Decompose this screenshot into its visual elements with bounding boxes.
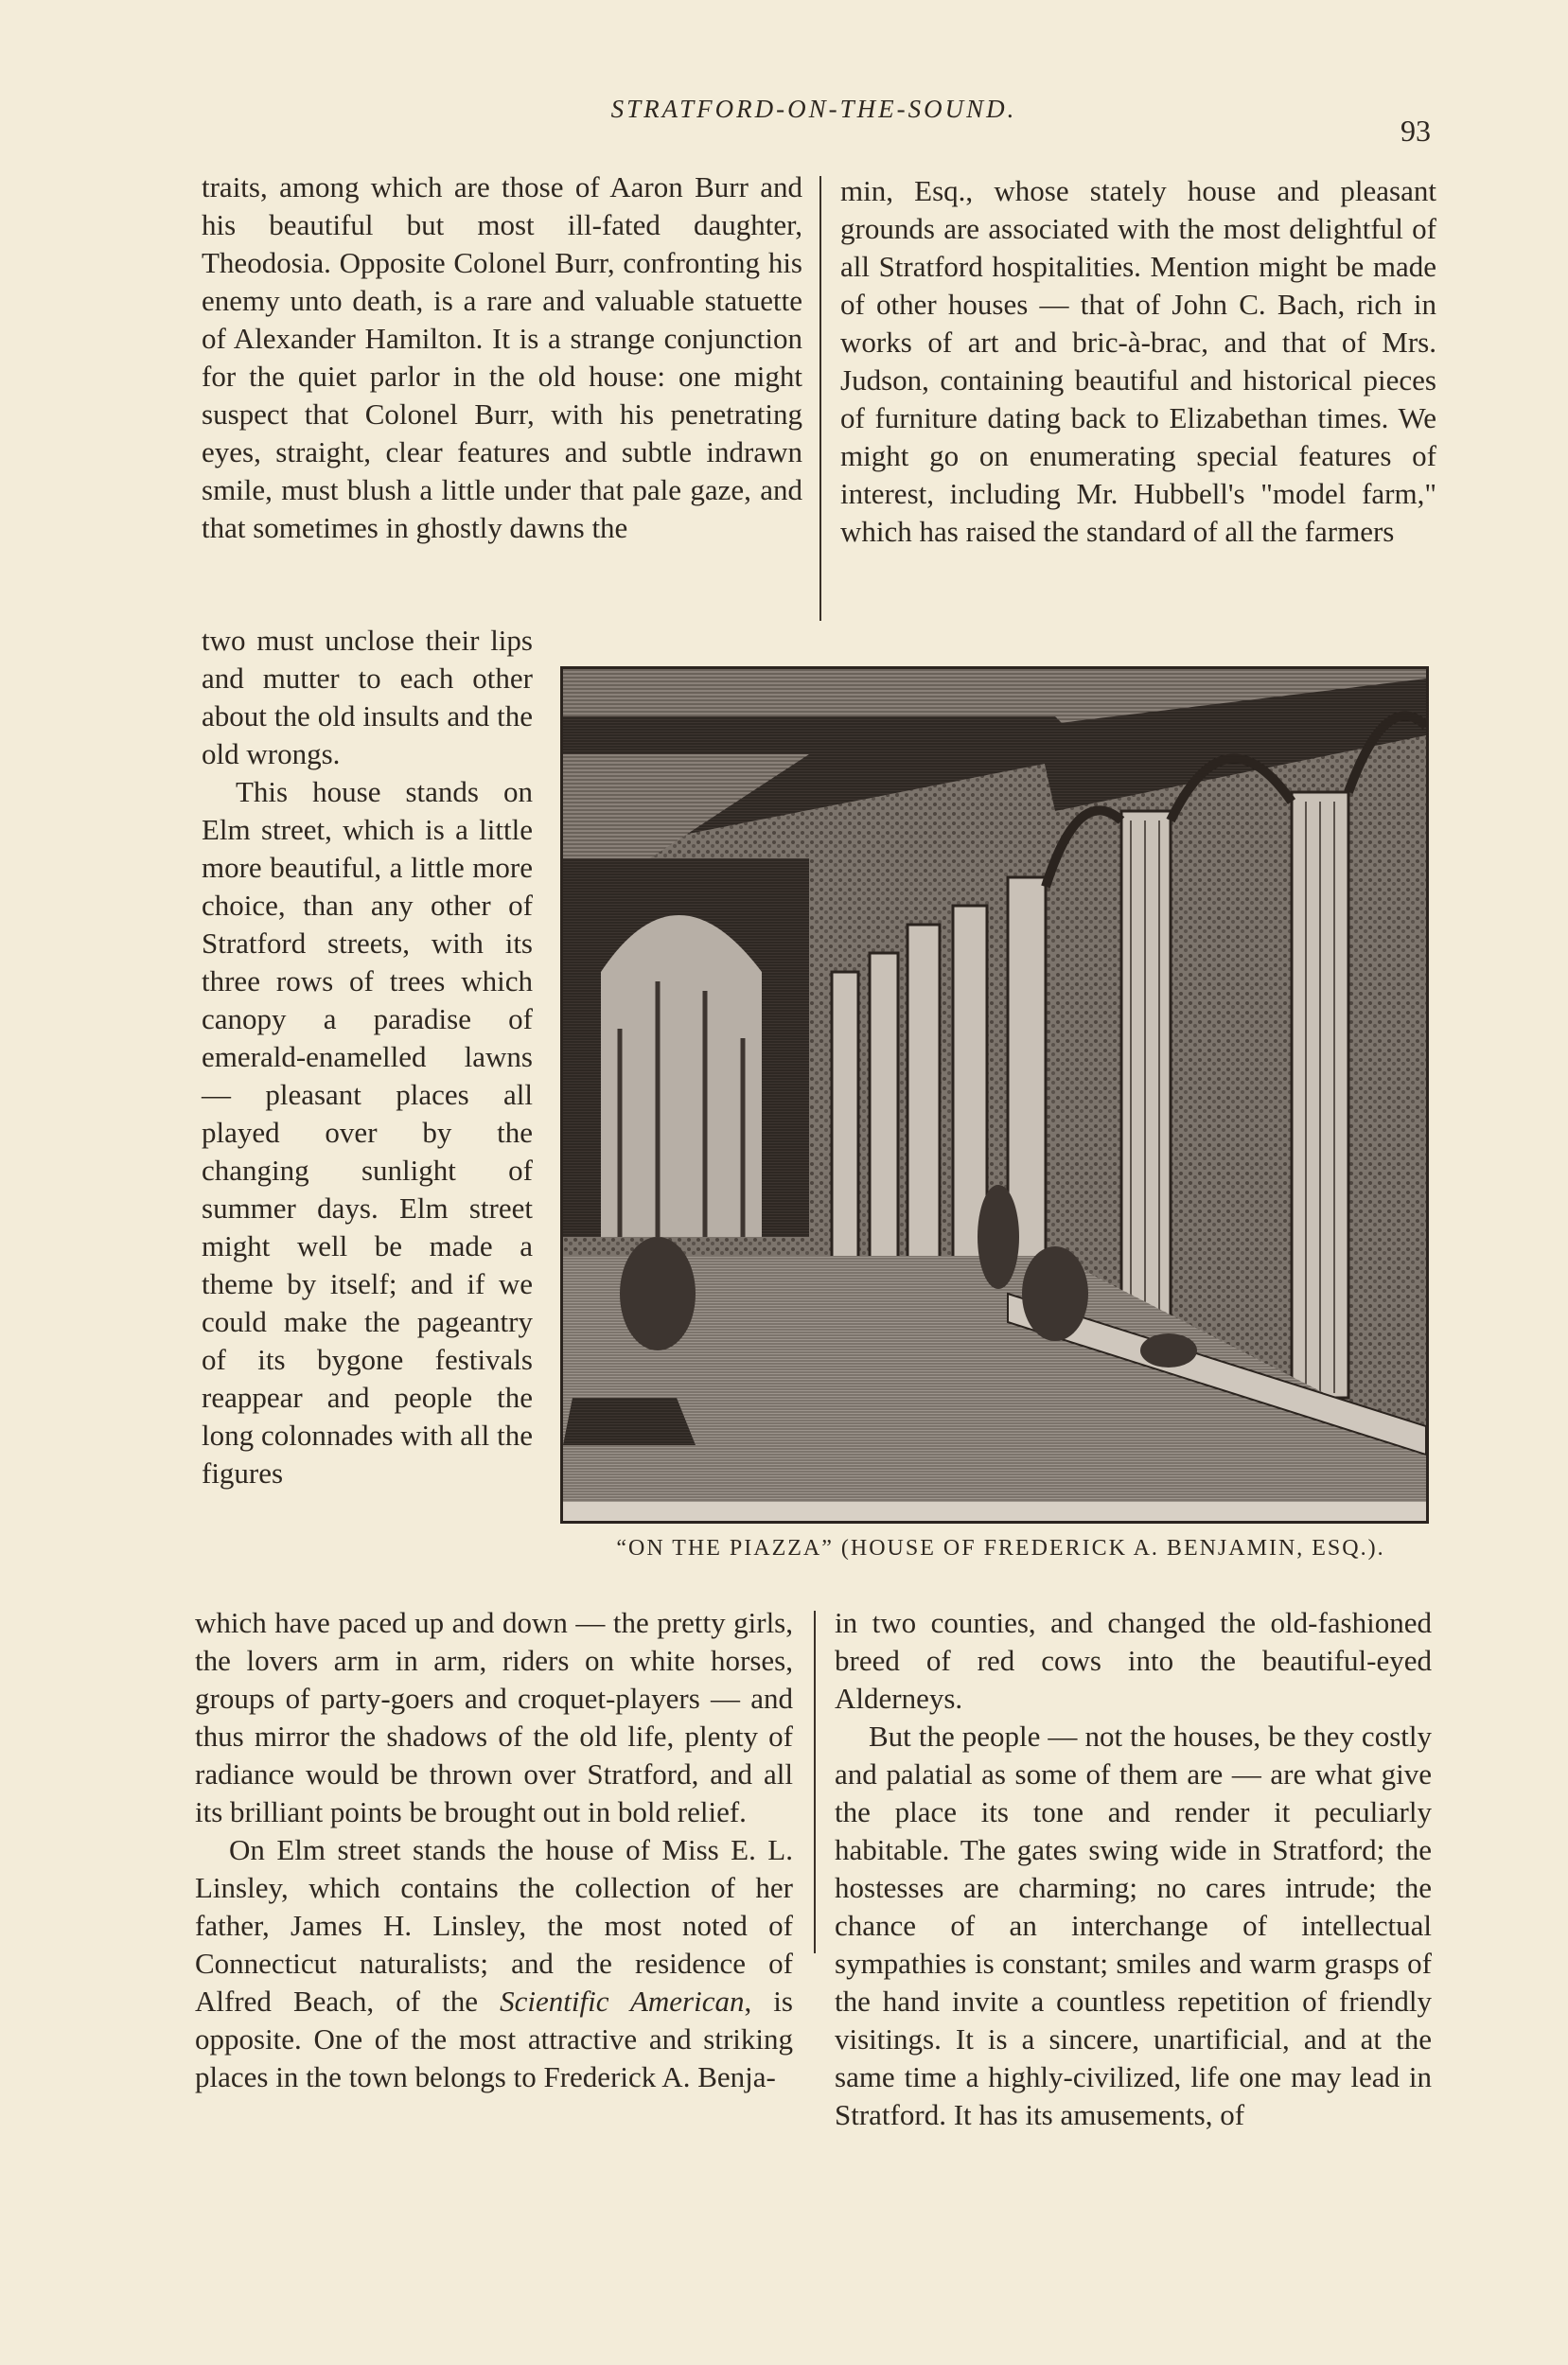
text-run: , is opposite. One of the most attractive and striking places in the town belongs to Frederick A. Benja- (195, 1985, 793, 2093)
column-rule-top (819, 176, 821, 621)
left-column-top (202, 168, 802, 547)
narrow-column (202, 622, 533, 1492)
column-rule-bottom (814, 1611, 816, 1953)
paragraph: min, Esq., whose stately house and pleasant grounds are associated with the most delightful of all Stratford hospitalities. Mention might be made of other houses — that of John C. Bach, rich in works of art and bric-à-brac, and that of Mrs. Judson, containing beautiful and historical pieces of furniture dating back to Elizabethan times. We might go on enumerating special features of interest, including Mr. Hubbell's "model farm," which has raised the standard of all the farmers (840, 174, 1436, 548)
right-column-bottom (835, 1604, 1432, 2134)
left-column-bottom (195, 1604, 793, 2096)
piazza-engraving (560, 666, 1429, 1524)
paragraph: This house stands on Elm street, which is a little more beautiful, a little more choice, than any other of Stratford streets, with its three rows of trees which canopy a paradise of emerald-enamelled lawns — pleasant places all played over by the changing sunlight of summer days. Elm street might well be made a theme by itself; and if we could make the pageantry of its bygone festivals reappear and people the long colonnades with all the figures (202, 775, 533, 1490)
paragraph: traits, among which are those of Aaron Burr and his beautiful but most ill-fated daughter, Theodosia. Opposite Colonel Burr, confronting his enemy unto death, is a rare and valuable statuette of Alexander Hamilton. It is a strange conjunction for the quiet parlor in the old house: one might suspect that Colonel Burr, with his penetrating eyes, straight, clear features and subtle indrawn smile, must blush a little under that pale gaze, and that sometimes in ghostly dawns the (202, 170, 802, 544)
engraving-art (563, 669, 1426, 1521)
text-run: On Elm street stands the house of Miss E. L. Linsley, which contains the collection of her father, James H. Linsley, the most noted of Connecticut naturalists; and the residence of Alfred Beach, of the (195, 1833, 793, 2018)
periodical-title: Scientific American (500, 1985, 745, 2018)
figure-caption: “ON THE PIAZZA” (HOUSE OF FREDERICK A. BENJAMIN, ESQ.). (616, 1536, 1385, 1561)
paragraph: But the people — not the houses, be they costly and palatial as some of them are — are what give the place its tone and render it peculiarly habitable. The gates swing wide in Stratford; the hostesses are charming; no cares intrude; the chance of an interchange of intellectual sympathies is constant; smiles and warm grasps of the hand invite a countless repetition of friendly visitings. It is a sincere, unartificial, and at the same time a highly-civilized, life one may lead in Stratford. It has its amusements, of (835, 1720, 1432, 2131)
paragraph: two must unclose their lips and mutter to each other about the old insults and the old wrongs. (202, 624, 533, 770)
running-title: STRATFORD-ON-THE-SOUND. (610, 95, 1017, 123)
paragraph: which have paced up and down — the pretty girls, the lovers arm in arm, riders on white horses, groups of party-goers and croquet-players — and thus mirror the shadows of the old life, plenty of radiance would be thrown over Stratford, and all its brilliant points be brought out in bold relief. (195, 1606, 793, 1828)
paragraph: in two counties, and changed the old-fashioned breed of red cows into the beautiful-eyed Alderneys. (835, 1606, 1432, 1715)
page-number: 93 (1401, 114, 1431, 148)
paragraph (195, 1831, 793, 2096)
right-column-top (840, 172, 1436, 551)
